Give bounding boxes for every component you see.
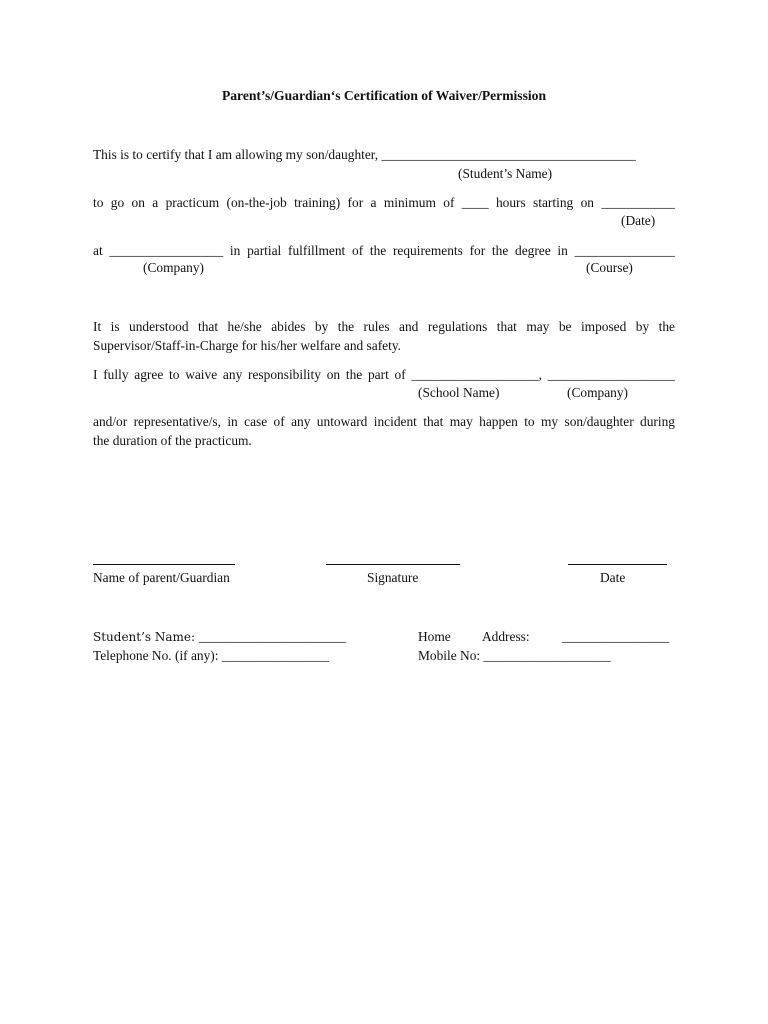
document-title: Parent’s/Guardian‘s Certification of Waiver/Permission: [221, 88, 547, 103]
student-name-field-blank[interactable]: ______________________: [198, 629, 347, 644]
signature-line[interactable]: [326, 564, 460, 565]
date-caption: (Date): [621, 213, 656, 228]
date-signature-line[interactable]: [568, 564, 667, 565]
home-label: Home: [418, 629, 451, 644]
company-course-line: at _________________ in partial fulfillment of the requirements for the degree in _______________: [93, 243, 675, 258]
address-blank[interactable]: ________________: [562, 629, 670, 644]
student-name-caption: (Student’s Name): [458, 166, 553, 181]
parent-name-signature-line[interactable]: [93, 564, 235, 565]
signature-label: Signature: [367, 570, 419, 585]
rules-paragraph-line-1: It is understood that he/she abides by the rules and regulations that may be imposed by the: [93, 319, 675, 334]
waiver-line: I fully agree to waive any responsibility on the part of ___________________, ___________________: [93, 367, 675, 382]
practicum-line: to go on a practicum (on-the-job training) for a minimum of ____ hours starting on ___________: [93, 195, 675, 210]
mobile-field[interactable]: Mobile No: ___________________: [418, 648, 611, 663]
student-name-label: Student’s Name:: [93, 630, 199, 644]
company-caption: (Company): [143, 260, 204, 275]
parent-guardian-label: Name of parent/Guardian: [93, 570, 230, 585]
school-name-caption: (School Name): [418, 385, 500, 400]
telephone-field[interactable]: Telephone No. (if any): ________________: [93, 648, 329, 663]
address-label: Address:: [482, 629, 530, 644]
certify-line: [93, 148, 636, 161]
certify-text: This is to certify that I am allowing my son/daughter,: [93, 147, 382, 162]
incident-paragraph-line-2: the duration of the practicum.: [93, 433, 252, 448]
rules-paragraph-line-2: Supervisor/Staff-in-Charge for his/her welfare and safety.: [93, 338, 402, 353]
date-label: Date: [600, 570, 626, 585]
student-name-field: [93, 630, 346, 643]
student-name-blank: ______________________________________: [381, 147, 636, 162]
incident-paragraph-line-1: and/or representative/s, in case of any untoward incident that may happen to my son/daughter during: [93, 414, 675, 429]
course-caption: (Course): [586, 260, 633, 275]
waiver-company-caption: (Company): [567, 385, 628, 400]
